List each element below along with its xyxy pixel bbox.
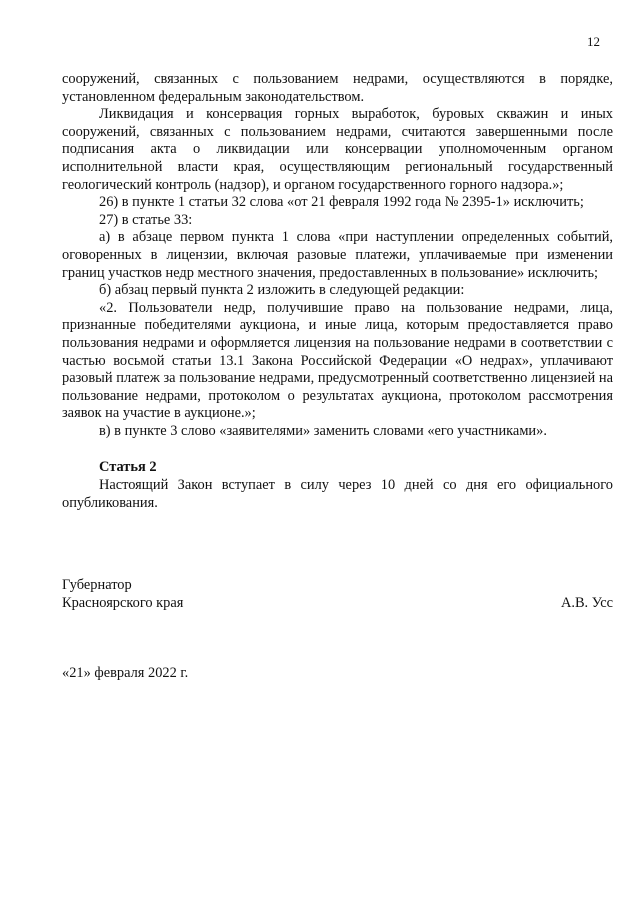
paragraph-continuation: сооружений, связанных с пользованием недрами, осуществляются в порядке, установленном федеральным законодательством. [62,71,613,105]
paragraph-liquidation: Ликвидация и консервация горных выработок, буровых скважин и иных сооружений, связанных с пользованием недрами, считаются завершенными после подписания акта о ликвидации или консервации уполномоченным органом исполнительной власти края, осуществляющим региональный государственный геологический контроль (надзор), и органом государственного горного надзора.»; [62,106,613,193]
document-date: «21» февраля 2022 г. [62,665,189,681]
paragraph-item-27: 27) в статье 33: [99,211,193,228]
paragraph-item-27b: б) абзац первый пункта 2 изложить в следующей редакции: [99,282,465,299]
paragraph-item-27c: в) в пункте 3 слово «заявителями» заменить словами «его участниками». [99,422,547,439]
paragraph-item-26: 26) в пункте 1 статьи 32 слова «от 21 февраля 1992 года № 2395-1» исключить; [99,194,584,211]
page-number: 12 [587,34,600,49]
signature-title-line2: Красноярского края [62,595,184,611]
document-body [62,71,613,512]
paragraph-item-27a: а) в абзаце первом пункта 1 слова «при наступлении определенных событий, оговоренных в лицензии, включая разовые платежи, уплачиваемые при изменении границ участков недр местного значения, предоставленных в пользование» исключить; [62,229,613,281]
paragraph-new-wording: «2. Пользователи недр, получившие право на пользование недрами, лица, признанные победителями аукциона, и иные лица, которым предоставляется право пользования недрами и оформляется лицензия на пользование недрами в соответствии с частью восьмой статьи 13.1 Закона Российской Федерации «О недрах», уплачивают разовый платеж за пользование недрами, предусмотренный соответственно лицензией на пользование недрами, протоколом о результатах аукциона, протоколом рассмотрения заявок на участие в аукционе.»; [62,299,613,422]
signature-title-line1: Губернатор [62,577,132,593]
article-heading: Статья 2 [99,459,157,476]
signature-row [62,594,613,612]
signature-name: А.В. Усс [560,595,613,611]
signature-block [62,576,613,612]
article-text: Настоящий Закон вступает в силу через 10 дней со дня его официального опубликования. [62,477,613,511]
